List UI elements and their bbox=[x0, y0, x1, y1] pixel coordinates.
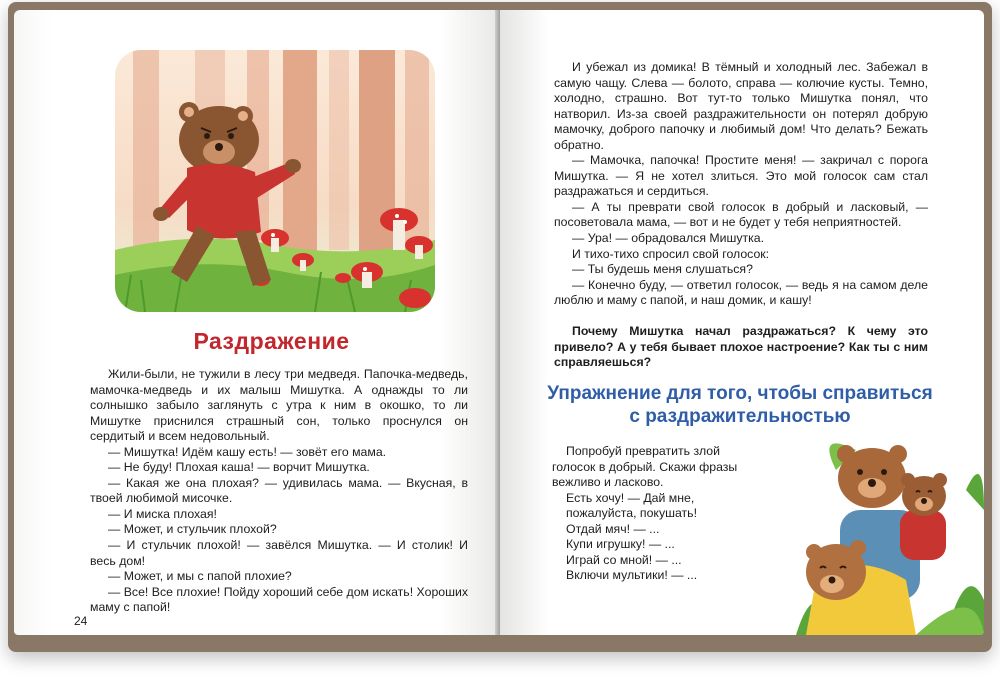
page-number: 24 bbox=[74, 614, 88, 628]
paragraph: — Ты будешь меня слушаться? bbox=[572, 262, 753, 277]
story-text-left bbox=[90, 367, 468, 616]
exercise-line: Купи игрушку! — ... bbox=[566, 537, 675, 552]
story-text-right bbox=[554, 60, 928, 309]
exercise-line: Есть хочу! — Дай мне, пожалуйста, покушать! bbox=[566, 490, 697, 521]
bear-family-illustration bbox=[796, 430, 984, 635]
paragraph: — И миска плохая! bbox=[108, 506, 217, 521]
exercise-line: Отдай мяч! — ... bbox=[566, 521, 660, 536]
left-page bbox=[14, 10, 497, 635]
paragraph: — Какая же она плохая? — удивилась мама. — Вкусная, в твоей любимой мисочке. bbox=[90, 475, 468, 506]
exercise-text bbox=[552, 444, 762, 584]
paragraph: — А ты преврати свой голосок в добрый и ласковый, — посоветовала мама, — вот и не будет у тебя неприятностей. bbox=[554, 199, 928, 230]
discussion-question: Почему Мишутка начал раздражаться? К чему это привело? А у тебя бывает плохое настроение? Как ты с ним справляешься? bbox=[554, 324, 928, 370]
paragraph: Жили-были, не тужили в лесу три медведя. Папочка-медведь, мамочка-медведь и их малыш Мишутка. А однажды то ли солнышко забыло заглянуть с утра к ним в окошко, то ли Мишутке приснился страшный сон, только проснулся он сердитый и всем недовольный. bbox=[90, 367, 468, 444]
forest-scene bbox=[115, 50, 435, 312]
exercise-intro: Попробуй превратить злой голосок в добрый. Скажи фразы вежливо и ласково. bbox=[552, 444, 738, 490]
paragraph: — Ура! — обрадовался Мишутка. bbox=[572, 231, 765, 246]
exercise-line: Играй со мной! — ... bbox=[566, 552, 682, 567]
paragraph: — Может, и стульчик плохой? bbox=[108, 522, 277, 537]
paragraph: — Не буду! Плохая каша! — ворчит Мишутка. bbox=[108, 460, 370, 475]
story-title: Раздражение bbox=[193, 328, 350, 354]
baby-bear bbox=[900, 473, 947, 560]
paragraph: — Может, и мы с папой плохие? bbox=[108, 569, 292, 584]
paragraph: И тихо-тихо спросил свой голосок: bbox=[572, 246, 770, 261]
paragraph: — Мишутка! Идём кашу есть! — зовёт его мама. bbox=[108, 444, 387, 459]
exercise-line: Включи мультики! — ... bbox=[566, 568, 698, 583]
paragraph: И убежал из домика! В тёмный и холодный лес. Забежал в самую чащу. Слева — болото, справа — колючие кусты. Темно, холодно, страшно. Вот тут-то только Мишутка понял, что натворил. Из-за своей раздражительности он потерял добрую мамочку, доброго папочку и любимый дом! Что делать? Бежать обратно. bbox=[554, 60, 928, 152]
paragraph: — Все! Все плохие! Пойду хороший себе дом искать! Хороших маму с папой! bbox=[90, 584, 469, 615]
angry-bear-illustration bbox=[115, 50, 435, 312]
bear-family-scene bbox=[796, 430, 984, 635]
right-page bbox=[500, 10, 984, 635]
exercise-title: Упражнение для того, чтобы справиться с раздражительностью bbox=[547, 383, 933, 427]
paragraph: — Конечно буду, — ответил голосок, — ведь я на самом деле люблю и маму с папой, и наш домик, и кашу! bbox=[554, 277, 928, 308]
paragraph: — И стульчик плохой! — завёлся Мишутка. — И столик! И весь дом! bbox=[90, 538, 468, 568]
paragraph: — Мамочка, папочка! Простите меня! — закричал с порога Мишутка. — Я не хотел злиться. Это мой голосок сам стал раздражаться и сердиться. bbox=[554, 153, 928, 199]
